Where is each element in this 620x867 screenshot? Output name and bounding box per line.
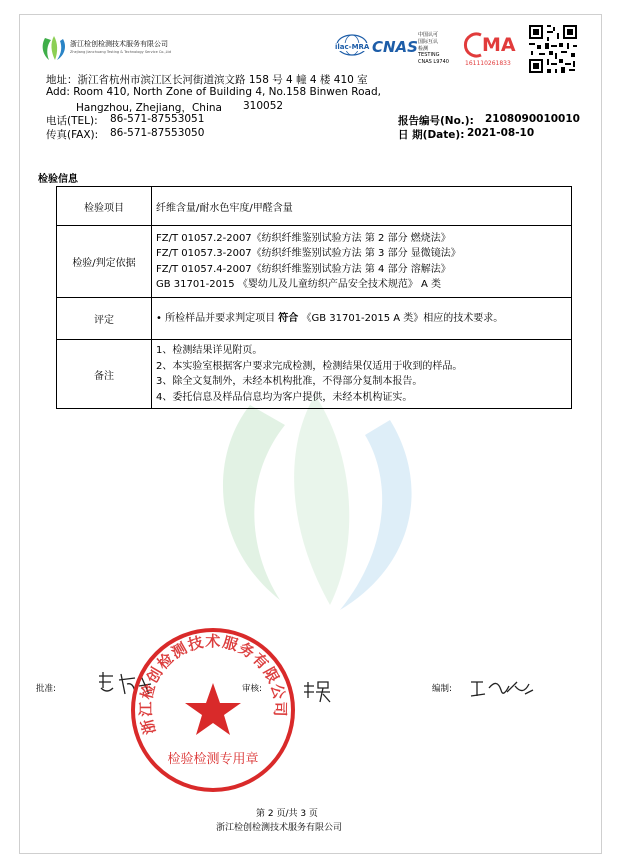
judgement-cell [152,298,572,340]
seal-ring-text: 浙江检创检测技术服务有限公司 [136,632,290,737]
address-en-line1: Add: Room 410, North Zone of Building 4, No.158 Binwen Road, [46,86,381,98]
item-label: 检验项目 [57,187,152,226]
page-info: 第 2 页/共 3 页 [256,809,318,819]
watermark-logo [190,395,440,615]
company-logo [40,34,170,64]
compiler-signature [467,676,537,702]
item-value: 纤维含量/耐水色牢度/甲醛含量 [152,187,572,226]
cnas-side-text: 中国认可 国际互认 检测 TESTING CNAS L9740 [418,32,449,65]
basis-line: FZ/T 01057.4-2007《纺织纤维鉴别试验方法 第 4 部分 溶解法》 [156,263,451,275]
tel-value: 86-571-87553051 [110,113,205,125]
review-label: 审核: [242,684,262,694]
basis-cell [152,226,572,298]
judgement-text-post: 《GB 31701-2015 A 类》相应的技术要求。 [301,312,504,324]
table-row-judgement [57,298,572,340]
basis-label: 检验/判定依据 [57,226,152,298]
seal-bottom-text: 检验检测专用章 [167,752,259,767]
basis-line: GB 31701-2015 《婴幼儿及儿童纺织产品安全技术规范》 A 类 [156,279,442,290]
approve-label: 批准: [36,684,56,694]
fax-label: 传真(FAX): [46,129,99,141]
judgement-result: 符合 [278,312,299,324]
basis-line: FZ/T 01057.2-2007《纺织纤维鉴别试验方法 第 2 部分 燃烧法》 [156,232,451,244]
report-number-label: 报告编号(No.): [398,115,474,127]
company-logo-icon [40,34,68,62]
cnas-logo: CNAS [372,38,418,56]
basis-line: FZ/T 01057.3-2007《纺织纤维鉴别试验方法 第 3 部分 显微镜法》 [156,248,461,259]
table-row-item [57,187,572,226]
fax-value: 86-571-87553050 [110,127,205,139]
remarks-cell [152,340,572,409]
remark-line: 1、检测结果详见附页。 [156,345,263,356]
report-date: 2021-08-10 [467,127,535,139]
judgement-label: 评定 [57,298,152,340]
compile-label: 编制: [432,684,452,694]
address-cn: 地址：浙江省杭州市滨江区长河街道滨文路 158 号 4 幢 4 楼 410 室 [46,74,368,86]
judgement-text-pre: • 所检样品并要求判定项目 [156,312,276,324]
reviewer-signature [302,678,332,704]
cma-logo: MA 161110261833 [461,31,521,71]
ilac-mra-logo: ilac-MRA [333,33,371,63]
table-row-basis [57,226,572,298]
address-en-line2: Hangzhou, Zhejiang，China [76,102,222,114]
postcode: 310052 [243,100,284,112]
company-name-en: Zhejiang Jianchuang Testing & Technology Service Co.,Ltd [70,50,172,54]
report-number: 2108090010010 [485,113,580,125]
remark-line: 4、委托信息及样品信息均为客户提供，未经本机构证实。 [156,391,413,403]
official-seal [128,625,298,795]
remark-line: 2、本实验室根据客户要求完成检测，检测结果仅适用于收到的样品。 [156,360,463,372]
table-row-remarks [57,340,572,409]
date-label: 日 期(Date): [398,129,465,141]
qr-code [527,23,579,75]
section-title: 检验信息 [38,174,78,185]
company-name: 浙江检创检测技术服务有限公司 [70,40,168,48]
inspection-info-table [56,186,572,409]
footer-company: 浙江检创检测技术服务有限公司 [216,823,343,833]
tel-label: 电话(TEL): [46,115,98,127]
remarks-label: 备注 [57,340,152,409]
remark-line: 3、除全文复制外，未经本机构批准，不得部分复制本报告。 [156,376,423,387]
